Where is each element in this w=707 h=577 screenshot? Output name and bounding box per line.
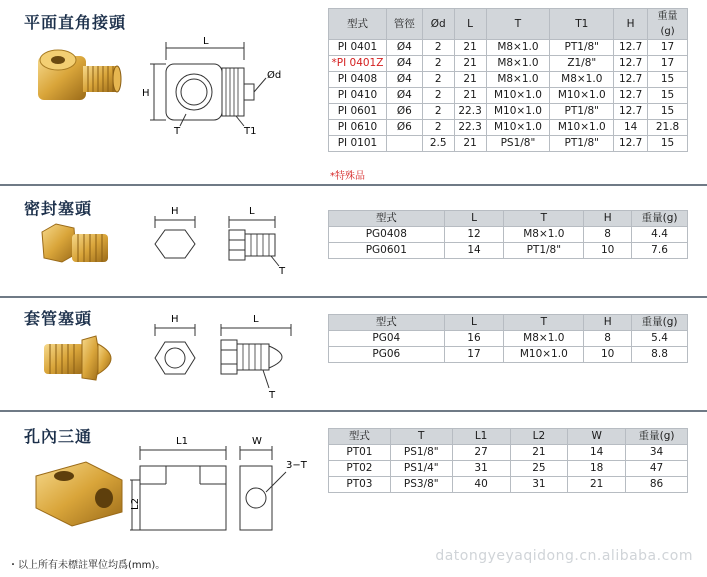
table-cell: 12.7 [614,40,648,56]
column-header: L [454,9,486,40]
table-cell: 12 [444,227,504,243]
table-cell: M10×1.0 [486,88,550,104]
column-header: H [584,315,632,331]
table-cell: M10×1.0 [486,104,550,120]
column-header: T [504,211,584,227]
table-cell: M8×1.0 [504,227,584,243]
spec-table-seal-plug [328,210,688,259]
table-header-row [329,429,688,445]
table-cell: 17 [648,56,688,72]
table-cell: PI 0601 [329,104,387,120]
table-cell: PS1/8" [486,136,550,152]
table-cell: 86 [626,477,688,493]
column-header: 型式 [329,315,445,331]
table-cell: Ø6 [386,120,422,136]
drawing-label-H: H [171,314,179,325]
column-header: T [486,9,550,40]
drawing-label-L: L [253,314,259,325]
table-cell: PT1/8" [550,136,614,152]
table-cell: 21 [454,136,486,152]
table-cell: 15 [648,88,688,104]
section-title: 孔內三通 [24,427,93,446]
table-header-row [329,211,688,227]
table-row [329,56,688,72]
drawing-label-T: T [269,390,276,400]
table-cell: PS3/8" [390,477,452,493]
table-cell: M8×1.0 [550,72,614,88]
table-cell: 2 [422,104,454,120]
table-cell: Ø4 [386,40,422,56]
table-row [329,445,688,461]
table-cell: PI 0410 [329,88,387,104]
product-photo-sleeve-plug [40,332,126,392]
column-header: W [568,429,626,445]
table-row [329,104,688,120]
table-cell: 21 [454,72,486,88]
column-header: L2 [510,429,568,445]
table-header-row [329,315,688,331]
table-cell: 18 [568,461,626,477]
table-cell: 4.4 [632,227,688,243]
technical-drawing-sleeve-plug [145,310,310,400]
table-row [329,120,688,136]
table-cell: 14 [444,243,504,259]
table-cell: 12.7 [614,56,648,72]
table-cell: 8 [584,331,632,347]
table-cell: 34 [626,445,688,461]
table-cell: 8 [584,227,632,243]
drawing-label-L: L [249,206,255,217]
column-header: 管徑 [386,9,422,40]
table-cell: 25 [510,461,568,477]
table-cell: 22.3 [454,120,486,136]
table-cell: PT1/8" [550,104,614,120]
table-cell: 10 [584,243,632,259]
column-header: T [390,429,452,445]
table-cell: PG06 [329,347,445,363]
table-cell: M8×1.0 [504,331,584,347]
table-row [329,136,688,152]
table-cell: 7.6 [632,243,688,259]
table-cell: M10×1.0 [504,347,584,363]
spec-table-sleeve-plug [328,314,688,363]
table-cell: 2 [422,72,454,88]
table-cell: 15 [648,136,688,152]
column-header: 型式 [329,211,445,227]
table-cell: 47 [626,461,688,477]
drawing-label-H: H [142,88,150,99]
table-cell: PG0601 [329,243,445,259]
table-cell: 40 [452,477,510,493]
table-cell: 21.8 [648,120,688,136]
special-item-note: *特殊品 [330,171,365,182]
table-cell: 21 [454,88,486,104]
column-header: L [444,211,504,227]
column-header: Ød [422,9,454,40]
column-header: T [504,315,584,331]
drawing-label-L2: L2 [130,498,141,510]
table-cell: 2 [422,120,454,136]
table-row [329,88,688,104]
product-photo-seal-plug [34,218,114,282]
table-cell: M8×1.0 [486,40,550,56]
table-cell [386,136,422,152]
table-cell: Ø4 [386,72,422,88]
table-cell: 31 [510,477,568,493]
product-photo-elbow [28,36,124,118]
table-cell: PS1/8" [390,445,452,461]
table-cell: PI 0101 [329,136,387,152]
table-cell: 14 [614,120,648,136]
table-cell: 2 [422,88,454,104]
drawing-label-T1: T1 [244,126,257,137]
table-cell: PI 0408 [329,72,387,88]
table-cell: 21 [454,56,486,72]
column-header: 重量(g) [632,315,688,331]
table-header-row [329,9,688,40]
table-cell: Z1/8" [550,56,614,72]
table-cell: 21 [454,40,486,56]
table-cell: PI 0401 [329,40,387,56]
column-header: T1 [550,9,614,40]
drawing-label-W: W [252,436,262,447]
watermark: datongyeyaqidong.cn.alibaba.com [435,548,693,564]
table-cell: 12.7 [614,72,648,88]
table-cell: 15 [648,104,688,120]
table-cell: 22.3 [454,104,486,120]
table-cell: 8.8 [632,347,688,363]
column-header: 型式 [329,429,391,445]
table-cell: 21 [568,477,626,493]
table-cell: M10×1.0 [550,88,614,104]
drawing-label-H: H [171,206,179,217]
table-cell: 2 [422,56,454,72]
table-cell: Ø6 [386,104,422,120]
table-row [329,227,688,243]
table-cell: 14 [568,445,626,461]
table-row [329,243,688,259]
table-row [329,331,688,347]
product-photo-inner-tee [30,456,130,532]
drawing-label-3T: 3−T [286,460,307,471]
table-row [329,477,688,493]
table-cell: 12.7 [614,104,648,120]
technical-drawing-seal-plug [145,200,305,282]
column-header: 重量(g) [632,211,688,227]
column-header: 重量 (g) [648,9,688,40]
table-cell: 17 [444,347,504,363]
table-cell: 15 [648,72,688,88]
drawing-label-d: Ød [267,70,282,81]
section-inner-tee [0,412,707,542]
table-cell: M8×1.0 [486,56,550,72]
table-cell: 12.7 [614,88,648,104]
section-seal-plug [0,186,707,298]
technical-drawing-inner-tee [130,426,320,534]
table-cell: Ø4 [386,88,422,104]
table-cell: PT03 [329,477,391,493]
column-header: H [584,211,632,227]
table-cell: 27 [452,445,510,461]
table-row [329,461,688,477]
table-cell: M10×1.0 [486,120,550,136]
table-cell: 5.4 [632,331,688,347]
table-cell: 2.5 [422,136,454,152]
section-right-angle-fitting [0,0,707,185]
table-cell: 16 [444,331,504,347]
column-header: L1 [452,429,510,445]
spec-table-elbow [328,8,688,152]
drawing-label-L1: L1 [176,436,188,447]
table-row [329,72,688,88]
table-cell: PT02 [329,461,391,477]
table-cell: PI 0610 [329,120,387,136]
units-footnote: ・以上所有未標註單位均爲(mm)。 [8,560,166,571]
table-cell: 31 [452,461,510,477]
table-cell: 17 [648,40,688,56]
drawing-label-T: T [174,126,181,137]
drawing-label-L: L [203,36,209,47]
column-header: H [614,9,648,40]
table-cell: PG04 [329,331,445,347]
table-row [329,40,688,56]
column-header: 型式 [329,9,387,40]
spec-table-inner-tee [328,428,688,493]
section-title: 套管塞頭 [24,309,93,328]
section-title: 密封塞頭 [24,199,93,218]
table-cell: *PI 0401Z [329,56,387,72]
table-row [329,347,688,363]
table-cell: 12.7 [614,136,648,152]
table-cell: PG0408 [329,227,445,243]
table-cell: M10×1.0 [550,120,614,136]
table-cell: 2 [422,40,454,56]
table-cell: 10 [584,347,632,363]
table-cell: 21 [510,445,568,461]
table-cell: PT1/8" [504,243,584,259]
table-cell: Ø4 [386,56,422,72]
technical-drawing-elbow [140,30,300,140]
table-cell: PT1/8" [550,40,614,56]
section-sleeve-plug [0,298,707,412]
column-header: 重量(g) [626,429,688,445]
table-cell: PS1/4" [390,461,452,477]
table-cell: PT01 [329,445,391,461]
drawing-label-T: T [279,266,286,277]
table-cell: M8×1.0 [486,72,550,88]
section-title: 平面直角接頭 [24,13,127,32]
column-header: L [444,315,504,331]
